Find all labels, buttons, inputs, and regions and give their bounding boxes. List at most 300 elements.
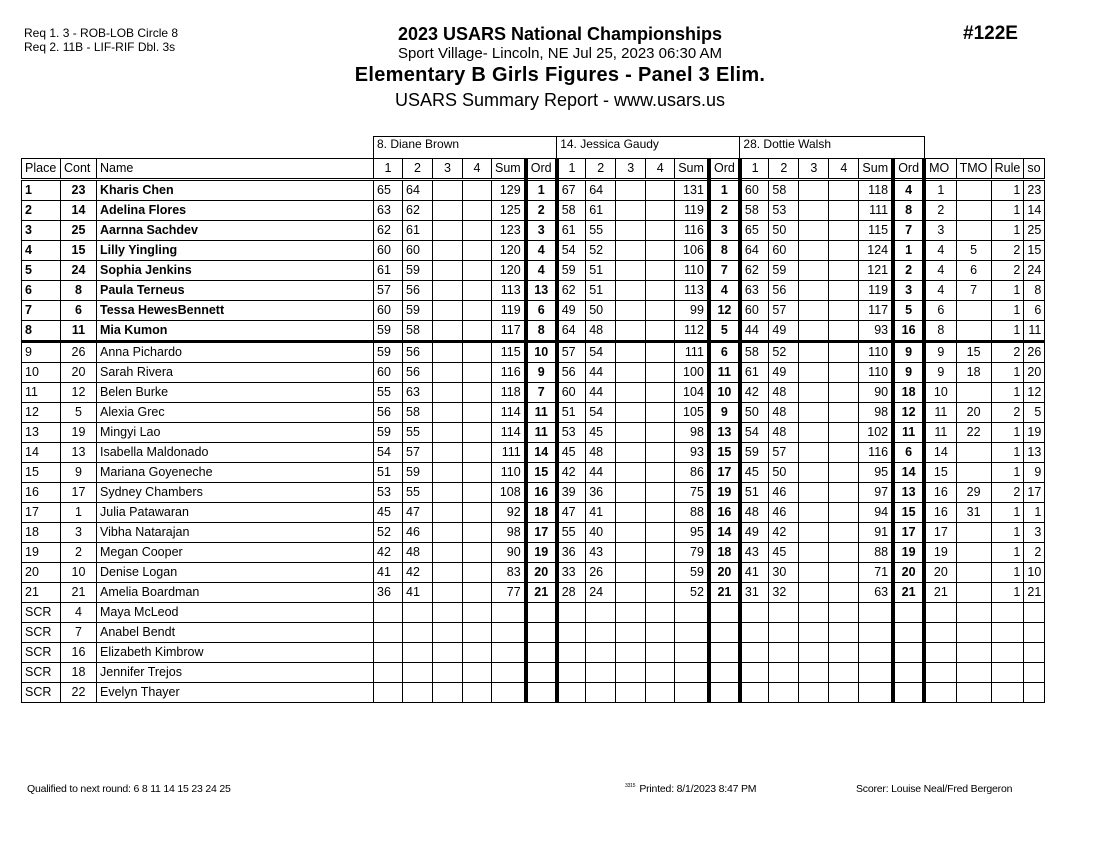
rule-cell [991, 603, 1024, 623]
name-cell: Aarnna Sachdev [97, 221, 374, 241]
j3-sum-cell: 95 [859, 463, 893, 483]
j3-sum-cell [859, 663, 893, 683]
so-cell: 5 [1024, 403, 1045, 423]
j3-score-4-cell [829, 583, 859, 603]
j3-ord-cell: 19 [893, 543, 924, 563]
cont-cell: 7 [61, 623, 97, 643]
j1-score-4-cell [463, 603, 492, 623]
j1-score-1-cell: 59 [374, 342, 403, 363]
name-cell: Jennifer Trejos [97, 663, 374, 683]
qualified-list: Qualified to next round: 6 8 11 14 15 23 24 25 [27, 783, 231, 795]
j3-score-2-cell: 46 [769, 503, 799, 523]
j3-ord-cell [893, 663, 924, 683]
j1-score-2-cell: 42 [403, 563, 433, 583]
name-cell: Tessa HewesBennett [97, 301, 374, 321]
mo-cell: 14 [924, 443, 956, 463]
name-cell: Mia Kumon [97, 321, 374, 342]
j1-score-4-cell [463, 663, 492, 683]
j3-ord-cell [893, 603, 924, 623]
j3-sum-cell: 121 [859, 261, 893, 281]
j3-score-4-cell [829, 483, 859, 503]
rule-cell: 1 [991, 201, 1024, 221]
j2-score-4-cell [646, 503, 675, 523]
j3-score-3-cell [799, 321, 829, 342]
j1-score-1-cell [374, 603, 403, 623]
j2-score-2-cell: 44 [586, 463, 616, 483]
j2-score-4-cell [646, 301, 675, 321]
j1-score-3-cell [433, 281, 463, 301]
j3-ord-cell [893, 643, 924, 663]
j2-score-3-cell [616, 543, 646, 563]
j2-score-1-cell: 53 [557, 423, 586, 443]
mo-cell: 11 [924, 423, 956, 443]
j2-score-3-cell [616, 403, 646, 423]
place-cell: 11 [22, 383, 61, 403]
j1-score-1-cell: 51 [374, 463, 403, 483]
j1-score-1-cell: 36 [374, 583, 403, 603]
competition-title: 2023 USARS National Championships [397, 24, 723, 44]
place-cell: 7 [22, 301, 61, 321]
j3-score-4-cell [829, 180, 859, 201]
table-row [22, 643, 1045, 663]
j1-score-3-cell [433, 423, 463, 443]
mo-cell: 4 [924, 281, 956, 301]
j3-ord-cell: 1 [893, 241, 924, 261]
rule-cell: 1 [991, 363, 1024, 383]
j3-ord-cell [893, 623, 924, 643]
j2-score-4-cell [646, 261, 675, 281]
j3-score-3-cell [799, 301, 829, 321]
j3-score-2-cell: 58 [769, 180, 799, 201]
name-cell: Evelyn Thayer [97, 683, 374, 703]
j1-score-4-cell [463, 423, 492, 443]
j2-score-4-cell [646, 281, 675, 301]
j3-score-4-cell [829, 403, 859, 423]
j3-score-4-cell [829, 443, 859, 463]
j2-score-3-cell [616, 443, 646, 463]
tmo-cell [956, 301, 991, 321]
j3-score-1-cell: 44 [740, 321, 769, 342]
j1-score-2-cell: 63 [403, 383, 433, 403]
so-cell: 3 [1024, 523, 1045, 543]
cont-cell: 25 [61, 221, 97, 241]
j1-score-3-cell [433, 543, 463, 563]
cont-cell: 6 [61, 301, 97, 321]
name-cell: Belen Burke [97, 383, 374, 403]
rule-cell: 1 [991, 463, 1024, 483]
mo-cell: 3 [924, 221, 956, 241]
j2-score-3-cell [616, 663, 646, 683]
j3-sum-cell: 118 [859, 180, 893, 201]
j2-ord-cell: 13 [709, 423, 740, 443]
j3-score-1-cell [740, 663, 769, 683]
j2-score-4-cell [646, 403, 675, 423]
j3-score-3-cell [799, 683, 829, 703]
j3-sum-cell [859, 643, 893, 663]
j3-score-3-cell [799, 281, 829, 301]
mo-cell: 9 [924, 363, 956, 383]
j2-score-1-cell: 33 [557, 563, 586, 583]
j3-ord-cell: 6 [893, 443, 924, 463]
place-cell: 13 [22, 423, 61, 443]
so-cell [1024, 603, 1045, 623]
j1-score-3-cell [433, 201, 463, 221]
cont-cell: 11 [61, 321, 97, 342]
j1-score-3-cell [433, 383, 463, 403]
tmo-cell: 22 [956, 423, 991, 443]
mo-cell [924, 683, 956, 703]
j1-ord-cell: 14 [526, 443, 557, 463]
table-row [22, 583, 1045, 603]
j3-ord-cell: 5 [893, 301, 924, 321]
j2-score-4-cell [646, 342, 675, 363]
j2-score-4-cell [646, 221, 675, 241]
j3-score-3-cell [799, 403, 829, 423]
j1-score-2-cell: 55 [403, 423, 433, 443]
tmo-cell [956, 623, 991, 643]
table-row [22, 603, 1045, 623]
place-cell: SCR [22, 643, 61, 663]
j2-score-2-cell: 48 [586, 321, 616, 342]
j3-score-2-cell [769, 663, 799, 683]
j2-score-1-cell: 58 [557, 201, 586, 221]
table-row [22, 221, 1045, 241]
j3-score-1-cell: 63 [740, 281, 769, 301]
j1-sum-cell [492, 623, 526, 643]
j3-score-2-cell: 57 [769, 301, 799, 321]
j3-ord-cell: 12 [893, 403, 924, 423]
j3-score-4-cell [829, 342, 859, 363]
j1-ord-cell: 16 [526, 483, 557, 503]
j3-score-2-cell: 53 [769, 201, 799, 221]
j1-score-4-cell [463, 321, 492, 342]
j3-ord-cell: 3 [893, 281, 924, 301]
tmo-cell: 15 [956, 342, 991, 363]
tmo-cell [956, 683, 991, 703]
cont-cell: 9 [61, 463, 97, 483]
col-j2-ord: Ord [709, 159, 740, 180]
table-row [22, 543, 1045, 563]
table-row [22, 180, 1045, 201]
j2-score-4-cell [646, 483, 675, 503]
j3-score-2-cell: 56 [769, 281, 799, 301]
j3-score-1-cell: 59 [740, 443, 769, 463]
j1-score-3-cell [433, 663, 463, 683]
j2-sum-cell [675, 643, 709, 663]
j1-sum-cell: 114 [492, 423, 526, 443]
j1-sum-cell [492, 603, 526, 623]
j3-score-4-cell [829, 683, 859, 703]
mo-cell: 2 [924, 201, 956, 221]
rule-cell: 1 [991, 180, 1024, 201]
j2-score-1-cell: 57 [557, 342, 586, 363]
mo-cell [924, 663, 956, 683]
col-j3-2: 2 [769, 159, 799, 180]
j2-ord-cell [709, 623, 740, 643]
j2-score-4-cell [646, 543, 675, 563]
j1-sum-cell: 119 [492, 301, 526, 321]
print-info [625, 783, 756, 795]
so-cell: 6 [1024, 301, 1045, 321]
tmo-cell: 5 [956, 241, 991, 261]
so-cell: 25 [1024, 221, 1045, 241]
j1-score-4-cell [463, 683, 492, 703]
j3-score-3-cell [799, 443, 829, 463]
name-cell: Sarah Rivera [97, 363, 374, 383]
so-cell: 10 [1024, 563, 1045, 583]
j3-score-1-cell: 41 [740, 563, 769, 583]
j2-ord-cell: 2 [709, 201, 740, 221]
j3-score-1-cell: 62 [740, 261, 769, 281]
j1-score-4-cell [463, 623, 492, 643]
j1-ord-cell [526, 663, 557, 683]
j1-score-3-cell [433, 342, 463, 363]
j2-score-1-cell: 39 [557, 483, 586, 503]
tmo-cell [956, 563, 991, 583]
j1-ord-cell [526, 623, 557, 643]
j1-sum-cell: 120 [492, 261, 526, 281]
j2-ord-cell: 15 [709, 443, 740, 463]
j3-score-1-cell [740, 603, 769, 623]
j3-score-2-cell: 49 [769, 321, 799, 342]
j3-score-4-cell [829, 643, 859, 663]
j3-score-3-cell [799, 643, 829, 663]
j2-score-4-cell [646, 383, 675, 403]
j3-sum-cell: 110 [859, 363, 893, 383]
j3-score-4-cell [829, 321, 859, 342]
cont-cell: 17 [61, 483, 97, 503]
name-cell: Sydney Chambers [97, 483, 374, 503]
col-j2-3: 3 [616, 159, 646, 180]
j3-score-3-cell [799, 463, 829, 483]
j2-score-2-cell [586, 603, 616, 623]
so-cell: 19 [1024, 423, 1045, 443]
j1-score-3-cell [433, 261, 463, 281]
j3-score-4-cell [829, 201, 859, 221]
j1-sum-cell: 114 [492, 403, 526, 423]
j2-ord-cell: 14 [709, 523, 740, 543]
j1-score-3-cell [433, 241, 463, 261]
j3-ord-cell: 9 [893, 363, 924, 383]
j1-score-1-cell: 63 [374, 201, 403, 221]
j1-score-1-cell: 55 [374, 383, 403, 403]
col-j1-2: 2 [403, 159, 433, 180]
j3-score-3-cell [799, 523, 829, 543]
j3-score-3-cell [799, 221, 829, 241]
j1-score-2-cell: 61 [403, 221, 433, 241]
j3-score-3-cell [799, 563, 829, 583]
j2-ord-cell [709, 643, 740, 663]
j1-score-2-cell: 58 [403, 403, 433, 423]
col-so: so [1024, 159, 1045, 180]
table-row [22, 342, 1045, 363]
j2-score-2-cell: 50 [586, 301, 616, 321]
j2-sum-cell [675, 683, 709, 703]
j2-ord-cell: 3 [709, 221, 740, 241]
j3-score-3-cell [799, 383, 829, 403]
j2-score-2-cell: 54 [586, 403, 616, 423]
j2-score-2-cell: 51 [586, 261, 616, 281]
j3-ord-cell: 13 [893, 483, 924, 503]
j1-score-3-cell [433, 603, 463, 623]
judge-header-row [22, 137, 1045, 159]
j1-ord-cell: 20 [526, 563, 557, 583]
judge-1-name: 8. Diane Brown [374, 137, 557, 159]
j1-score-3-cell [433, 301, 463, 321]
j2-ord-cell: 12 [709, 301, 740, 321]
j1-sum-cell: 110 [492, 463, 526, 483]
place-cell: 3 [22, 221, 61, 241]
j1-score-2-cell [403, 623, 433, 643]
j2-sum-cell: 52 [675, 583, 709, 603]
j3-ord-cell: 2 [893, 261, 924, 281]
so-cell [1024, 683, 1045, 703]
j2-ord-cell [709, 683, 740, 703]
j3-score-2-cell: 60 [769, 241, 799, 261]
j2-score-1-cell [557, 623, 586, 643]
j2-score-2-cell: 54 [586, 342, 616, 363]
j3-score-2-cell: 32 [769, 583, 799, 603]
j1-score-2-cell: 55 [403, 483, 433, 503]
j1-score-4-cell [463, 301, 492, 321]
j2-score-1-cell: 51 [557, 403, 586, 423]
cont-cell: 13 [61, 443, 97, 463]
table-row [22, 443, 1045, 463]
j3-score-2-cell [769, 603, 799, 623]
j1-ord-cell: 11 [526, 423, 557, 443]
j1-score-2-cell: 58 [403, 321, 433, 342]
j3-score-4-cell [829, 301, 859, 321]
j3-score-1-cell: 31 [740, 583, 769, 603]
j2-score-1-cell: 54 [557, 241, 586, 261]
j3-sum-cell: 110 [859, 342, 893, 363]
col-j1-3: 3 [433, 159, 463, 180]
j2-ord-cell: 7 [709, 261, 740, 281]
tmo-cell [956, 663, 991, 683]
tmo-cell [956, 180, 991, 201]
name-cell: Anabel Bendt [97, 623, 374, 643]
printed-timestamp: Printed: 8/1/2023 8:47 PM [639, 783, 757, 795]
j2-score-3-cell [616, 583, 646, 603]
rule-cell [991, 663, 1024, 683]
j2-sum-cell: 75 [675, 483, 709, 503]
j1-ord-cell: 2 [526, 201, 557, 221]
place-cell: SCR [22, 663, 61, 683]
j2-sum-cell: 79 [675, 543, 709, 563]
place-cell: 20 [22, 563, 61, 583]
j1-score-4-cell [463, 443, 492, 463]
j1-ord-cell [526, 683, 557, 703]
rule-cell [991, 683, 1024, 703]
tmo-cell [956, 583, 991, 603]
j2-score-3-cell [616, 423, 646, 443]
j2-score-4-cell [646, 363, 675, 383]
j3-score-1-cell: 49 [740, 523, 769, 543]
name-cell: Sophia Jenkins [97, 261, 374, 281]
results-table [21, 136, 1045, 703]
j1-score-3-cell [433, 221, 463, 241]
table-row [22, 503, 1045, 523]
j1-score-2-cell: 62 [403, 201, 433, 221]
col-j3-1: 1 [740, 159, 769, 180]
j2-score-3-cell [616, 301, 646, 321]
table-row [22, 423, 1045, 443]
j3-score-3-cell [799, 503, 829, 523]
j3-score-3-cell [799, 342, 829, 363]
j2-score-3-cell [616, 281, 646, 301]
j3-score-3-cell [799, 663, 829, 683]
j2-score-4-cell [646, 563, 675, 583]
j1-sum-cell: 92 [492, 503, 526, 523]
column-header-row [22, 159, 1045, 180]
report-code: 3315 [625, 783, 636, 789]
col-j1-sum: Sum [492, 159, 526, 180]
table-row [22, 301, 1045, 321]
j2-score-3-cell [616, 523, 646, 543]
mo-cell: 4 [924, 261, 956, 281]
j3-score-2-cell: 49 [769, 363, 799, 383]
j3-score-3-cell [799, 180, 829, 201]
col-place: Place [22, 159, 61, 180]
so-cell: 23 [1024, 180, 1045, 201]
j2-sum-cell [675, 663, 709, 683]
j1-score-3-cell [433, 683, 463, 703]
j2-score-1-cell: 67 [557, 180, 586, 201]
col-j3-sum: Sum [859, 159, 893, 180]
j1-sum-cell: 120 [492, 241, 526, 261]
place-cell: 4 [22, 241, 61, 261]
j2-score-2-cell: 45 [586, 423, 616, 443]
table-row [22, 403, 1045, 423]
j3-score-4-cell [829, 503, 859, 523]
j1-sum-cell: 113 [492, 281, 526, 301]
j2-score-1-cell: 36 [557, 543, 586, 563]
j2-score-1-cell: 45 [557, 443, 586, 463]
j1-score-4-cell [463, 523, 492, 543]
cont-cell: 26 [61, 342, 97, 363]
j3-sum-cell: 97 [859, 483, 893, 503]
j2-score-3-cell [616, 241, 646, 261]
j2-score-2-cell: 52 [586, 241, 616, 261]
j3-score-3-cell [799, 543, 829, 563]
j1-sum-cell: 115 [492, 342, 526, 363]
name-cell: Denise Logan [97, 563, 374, 583]
j2-sum-cell: 112 [675, 321, 709, 342]
j2-score-3-cell [616, 363, 646, 383]
j1-score-4-cell [463, 221, 492, 241]
j2-score-1-cell: 56 [557, 363, 586, 383]
judge-3-name: 28. Dottie Walsh [740, 137, 924, 159]
j1-score-1-cell: 61 [374, 261, 403, 281]
j3-score-1-cell: 60 [740, 180, 769, 201]
j1-score-3-cell [433, 180, 463, 201]
j2-sum-cell: 105 [675, 403, 709, 423]
tmo-cell: 6 [956, 261, 991, 281]
j2-score-2-cell [586, 663, 616, 683]
j2-ord-cell: 11 [709, 363, 740, 383]
tmo-cell [956, 221, 991, 241]
j3-score-2-cell: 46 [769, 483, 799, 503]
j1-sum-cell: 123 [492, 221, 526, 241]
mo-cell: 17 [924, 523, 956, 543]
j3-score-3-cell [799, 603, 829, 623]
tmo-cell [956, 543, 991, 563]
j2-sum-cell [675, 603, 709, 623]
j3-sum-cell: 91 [859, 523, 893, 543]
j3-sum-cell: 71 [859, 563, 893, 583]
j3-sum-cell: 111 [859, 201, 893, 221]
j1-ord-cell [526, 643, 557, 663]
